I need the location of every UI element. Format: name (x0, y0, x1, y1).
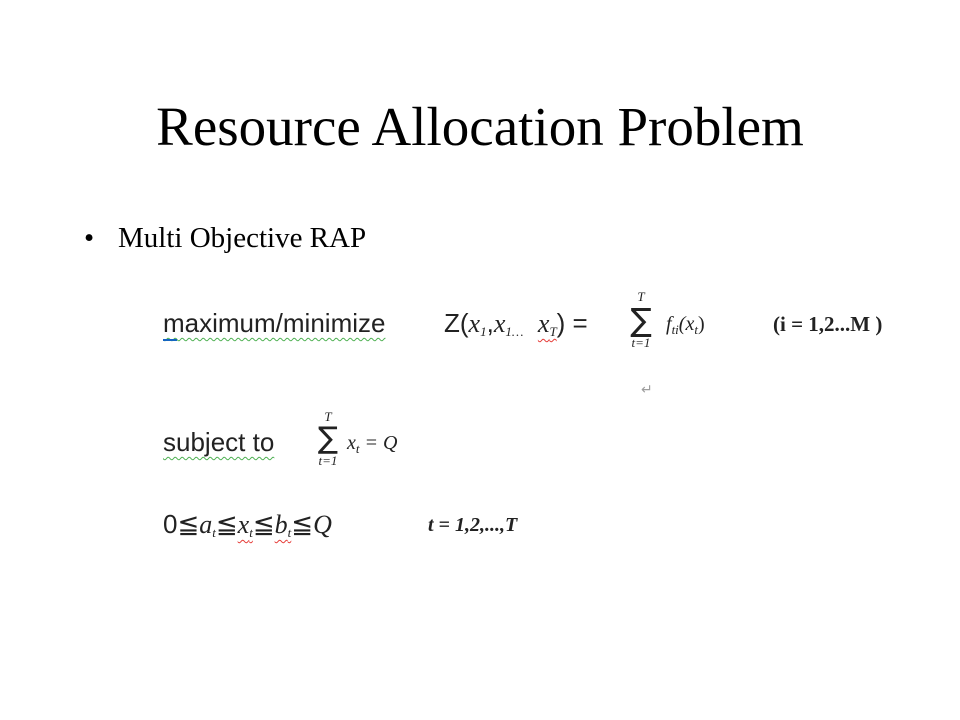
slide-title: Resource Allocation Problem (156, 96, 804, 157)
bullet-dot: • (84, 222, 95, 254)
bullet-item (84, 218, 366, 258)
objective-lhs: $Z(x_1,x_{1\dots}$ $x_T$) = (444, 308, 588, 339)
objective-range: (i = 1,2...M ) (773, 312, 883, 336)
constraint-lead: subject to (163, 427, 275, 457)
constraint-sum: T ∑ t=1 (311, 410, 345, 468)
bounds-range: t = 1,2,...,T (428, 514, 518, 536)
return-icon: ↵ (641, 382, 653, 398)
objective-sum: T ∑ t=1 (624, 290, 658, 350)
bullet-text: Multi Objective RAP (118, 222, 367, 254)
objective-lead: maximum/minimize (163, 308, 386, 338)
sigma-icon: ∑ (630, 301, 652, 339)
bounds-expression: $0≦a_t≦x_t≦b_t≦Q$ (163, 509, 332, 540)
constraint-sum-expr: $x_t = Q$ (347, 432, 398, 456)
sigma-icon: ∑ (317, 421, 339, 456)
objective-function: $f_{ti}(x_t)$ (666, 313, 705, 337)
spelling-marker (163, 339, 177, 341)
